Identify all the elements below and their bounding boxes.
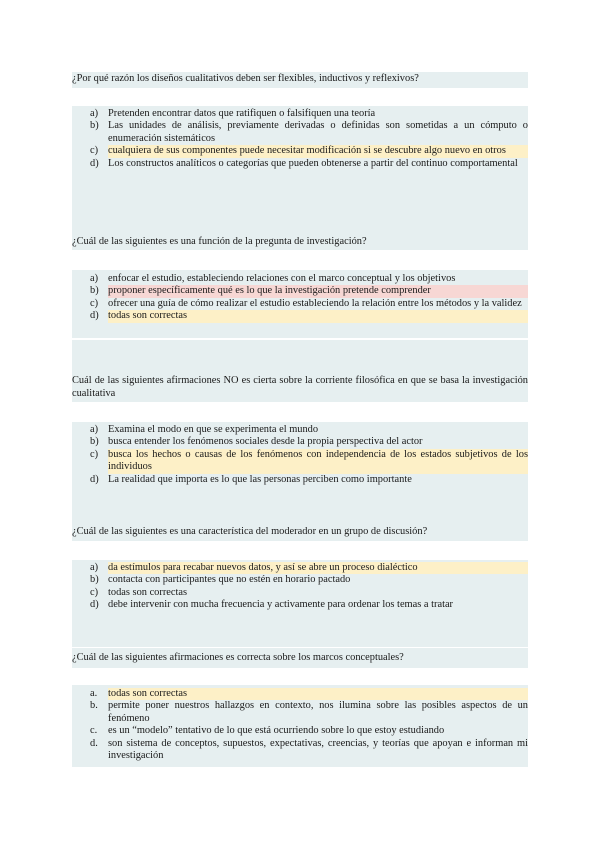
option-item-highlighted[interactable] <box>72 449 528 474</box>
option-marker: a) <box>90 424 99 435</box>
option-marker: d. <box>90 737 98 749</box>
option-text: Examina el modo en que se experimenta el mundo <box>108 424 319 435</box>
option-text: proponer específicamente qué es lo que la investigación pretende comprender <box>108 285 528 297</box>
option-marker: a) <box>90 562 99 573</box>
option-item-highlighted[interactable] <box>72 562 528 574</box>
options-list <box>72 273 528 323</box>
option-item[interactable] <box>72 599 528 611</box>
spacer-band <box>72 614 528 647</box>
option-marker: d) <box>90 473 99 485</box>
option-text: todas son correctas <box>108 688 528 700</box>
option-text: ofrecer una guía de cómo realizar el estudio estableciendo la relación entre los métodos y la validez <box>108 297 522 309</box>
option-text: La realidad que importa es lo que las personas perciben como importante <box>108 473 412 485</box>
option-text: cualquiera de sus componentes puede necesitar modificación si se descubre algo nuevo en otros <box>108 145 528 157</box>
option-text: todas son correctas <box>108 310 528 322</box>
option-item-highlighted[interactable] <box>72 285 528 297</box>
option-marker: c) <box>90 297 99 309</box>
option-item[interactable] <box>72 436 528 448</box>
option-item[interactable] <box>72 700 528 725</box>
option-item-highlighted[interactable] <box>72 688 528 700</box>
option-marker: d) <box>90 599 99 611</box>
option-text: permite poner nuestros hallazgos en contexto, nos ilumina sobre las posibles aspectos de un fenómeno <box>108 700 528 724</box>
option-marker: c) <box>90 586 99 598</box>
option-item[interactable] <box>72 587 528 599</box>
spacer-band <box>72 201 528 234</box>
option-item[interactable] <box>72 574 528 586</box>
option-marker: b. <box>90 700 98 712</box>
options-list <box>72 108 528 170</box>
option-text: da estímulos para recabar nuevos datos, y así se abre un proceso dialéctico <box>108 562 528 574</box>
option-text: son sistema de conceptos, supuestos, expectativas, creencias, y teorías que apoyan e informan mi investigación <box>108 737 528 762</box>
option-text: Pretenden encontrar datos que ratifiquen o falsifiquen una teoría <box>108 108 376 119</box>
option-text: busca entender los fenómenos sociales desde la propia perspectiva del actor <box>108 436 423 448</box>
option-marker: b) <box>90 574 99 586</box>
option-item[interactable] <box>72 120 528 145</box>
option-text: Los constructos analíticos o categorías que pueden obtenerse a partir del continuo comportamental <box>108 157 518 169</box>
option-item[interactable] <box>72 158 528 170</box>
question-text: Cuál de las siguientes afirmaciones NO es cierta sobre la corriente filosófica en que se basa la investigación cualitativa <box>72 375 528 399</box>
option-item[interactable] <box>72 108 528 120</box>
question-text: ¿Por qué razón los diseños cualitativos deben ser flexibles, inductivos y reflexivos? <box>72 73 419 84</box>
option-item[interactable] <box>72 738 528 763</box>
option-marker: c. <box>90 725 98 737</box>
options-list <box>72 424 528 486</box>
option-item[interactable] <box>72 474 528 486</box>
option-text: busca los hechos o causas de los fenómenos con independencia de los estados subjetivos de los individuos <box>108 448 528 473</box>
option-item[interactable] <box>72 298 528 310</box>
option-item-highlighted[interactable] <box>72 310 528 322</box>
spacer-band <box>72 490 528 523</box>
option-marker: c) <box>90 448 99 460</box>
spacer-band <box>72 340 528 373</box>
option-item[interactable] <box>72 273 528 285</box>
option-marker: d) <box>90 157 99 169</box>
question-text: ¿Cuál de las siguientes es una función de la pregunta de investigación? <box>72 236 367 247</box>
option-marker: a. <box>90 688 98 699</box>
option-marker: d) <box>90 310 99 322</box>
options-list <box>72 562 528 612</box>
option-text: contacta con participantes que no estén en horario pactado <box>108 574 351 586</box>
option-marker: b) <box>90 285 99 297</box>
option-marker: c) <box>90 145 99 157</box>
option-text: todas son correctas <box>108 586 188 598</box>
option-marker: a) <box>90 273 99 284</box>
option-marker: b) <box>90 436 99 448</box>
option-text: enfocar el estudio, estableciendo relaciones con el marco conceptual y los objetivos <box>108 273 456 284</box>
options-list <box>72 688 528 762</box>
option-marker: b) <box>90 120 99 132</box>
option-item[interactable] <box>72 424 528 436</box>
question-text: ¿Cuál de las siguientes es una característica del moderador en un grupo de discusión? <box>72 526 428 537</box>
option-marker: a) <box>90 108 99 119</box>
option-item-highlighted[interactable] <box>72 145 528 157</box>
question-text: ¿Cuál de las siguientes afirmaciones es correcta sobre los marcos conceptuales? <box>72 652 404 663</box>
option-item[interactable] <box>72 725 528 737</box>
option-text: Las unidades de análisis, previamente derivadas o definidas son sometidas a un cómputo o enumeración sistemáticos <box>108 120 528 144</box>
option-text: es un “modelo” tentativo de lo que está ocurriendo sobre lo que estoy estudiando <box>108 725 445 737</box>
option-text: debe intervenir con mucha frecuencia y activamente para ordenar los temas a tratar <box>108 599 454 611</box>
